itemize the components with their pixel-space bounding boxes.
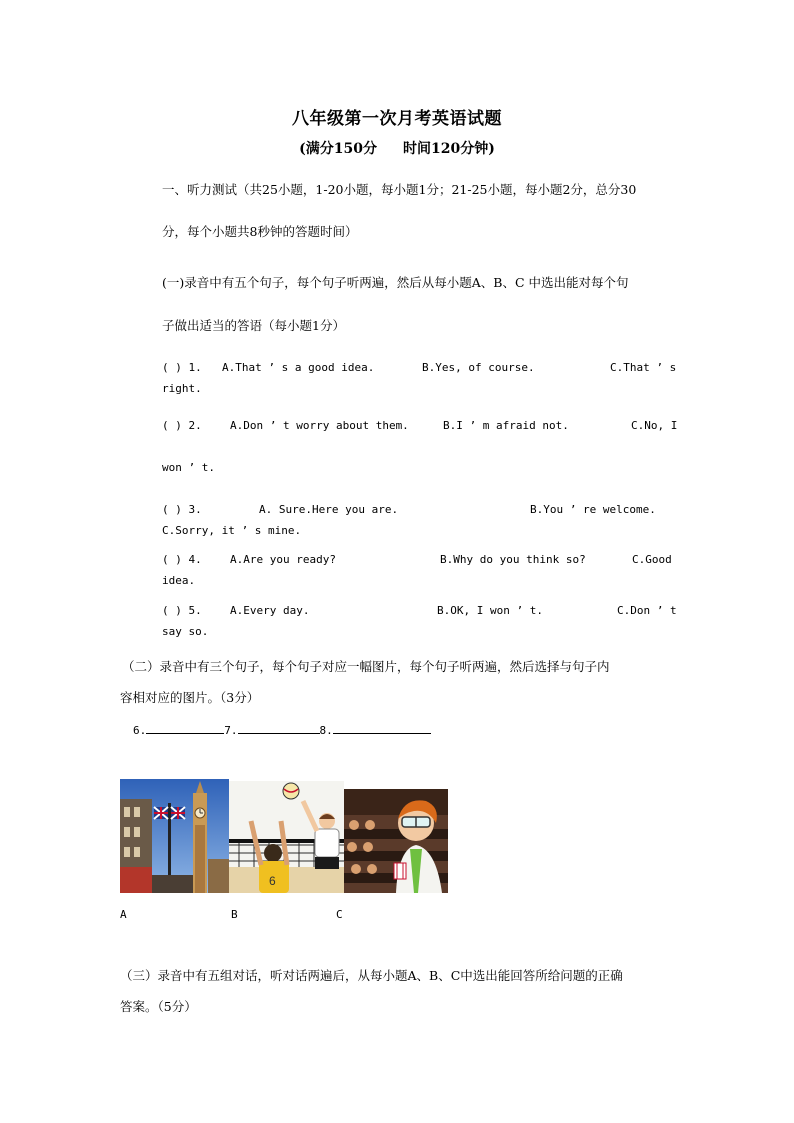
blank-6[interactable] [146, 721, 224, 734]
q3-option-a: A. Sure.Here you are. [259, 503, 399, 516]
q2-option-b: B.I ’ m afraid not. [443, 419, 569, 432]
q1-number[interactable]: ( ) 1. [162, 361, 202, 374]
part2-line2: 容相对应的图片。（3分） [120, 690, 260, 705]
q5-option-c-cont: say so. [162, 625, 209, 638]
blank-7-label: 7. [224, 724, 238, 737]
part1-line1: (一)录音中有五个句子，每个句子听两遍，然后从每小题A、B、C 中选出能对每个句 [162, 275, 629, 290]
caption-a: A [120, 908, 127, 921]
part3-line1: （三）录音中有五组对话，听对话两遍后，从每小题A、B、C中选出能回答所给问题的正确 [120, 968, 623, 983]
q5-option-c: C.Don ’ t [617, 604, 677, 617]
q4-option-c: C.Good [632, 553, 672, 566]
section1-line2: 分，每个小题共8秒钟的答题时间） [162, 224, 358, 239]
full-score: (满分150分 [299, 141, 377, 157]
blank-8[interactable] [333, 721, 431, 734]
q4-option-b: B.Why do you think so? [440, 553, 586, 566]
q3-option-c: C.Sorry, it ’ s mine. [162, 524, 302, 537]
svg-text:6: 6 [269, 874, 276, 888]
part2-line1: （二）录音中有三个句子，每个句子对应一幅图片，每个句子听两遍，然后选择与句子内 [122, 659, 610, 674]
q4-option-a: A.Are you ready? [230, 553, 336, 566]
q1-option-b: B.Yes, of course. [422, 361, 535, 374]
q2-option-c-cont: won ’ t. [162, 461, 215, 474]
q5-option-a: A.Every day. [230, 604, 310, 617]
q1-option-c: C.That ’ s [610, 361, 677, 374]
q5-number[interactable]: ( ) 5. [162, 604, 202, 617]
answer-blanks [133, 721, 431, 737]
part3-line2: 答案。（5分） [120, 999, 197, 1014]
q2-option-c: C.No, I [631, 419, 678, 432]
exam-title: 八年级第一次月考英语试题 [292, 109, 502, 129]
picture-b-volleyball [229, 781, 344, 893]
q5-option-b: B.OK, I won ’ t. [437, 604, 543, 617]
section1-line1: 一、听力测试（共25小题，1-20小题，每小题1分；21-25小题，每小题2分，总分30 [162, 182, 637, 197]
q4-option-c-cont: idea. [162, 574, 196, 587]
picture-a-big-ben [120, 779, 229, 893]
part1-line2: 子做出适当的答语（每小题1分） [162, 318, 345, 333]
q1-option-c-cont: right. [162, 382, 202, 395]
q3-number[interactable]: ( ) 3. [162, 503, 202, 516]
q2-number[interactable]: ( ) 2. [162, 419, 202, 432]
q3-option-b: B.You ’ re welcome. [530, 503, 656, 516]
blank-7[interactable] [238, 721, 320, 734]
q2-option-a: A.Don ’ t worry about them. [230, 419, 409, 432]
blank-6-label: 6. [133, 724, 147, 737]
q1-option-a: A.That ’ s a good idea. [222, 361, 375, 374]
caption-c: C [336, 908, 343, 921]
time-limit: 时间120分钟) [403, 141, 495, 157]
exam-subtitle [0, 138, 794, 158]
blank-8-label: 8. [319, 724, 333, 737]
q4-number[interactable]: ( ) 4. [162, 553, 202, 566]
caption-b: B [231, 908, 238, 921]
picture-c-cinema [344, 789, 448, 893]
